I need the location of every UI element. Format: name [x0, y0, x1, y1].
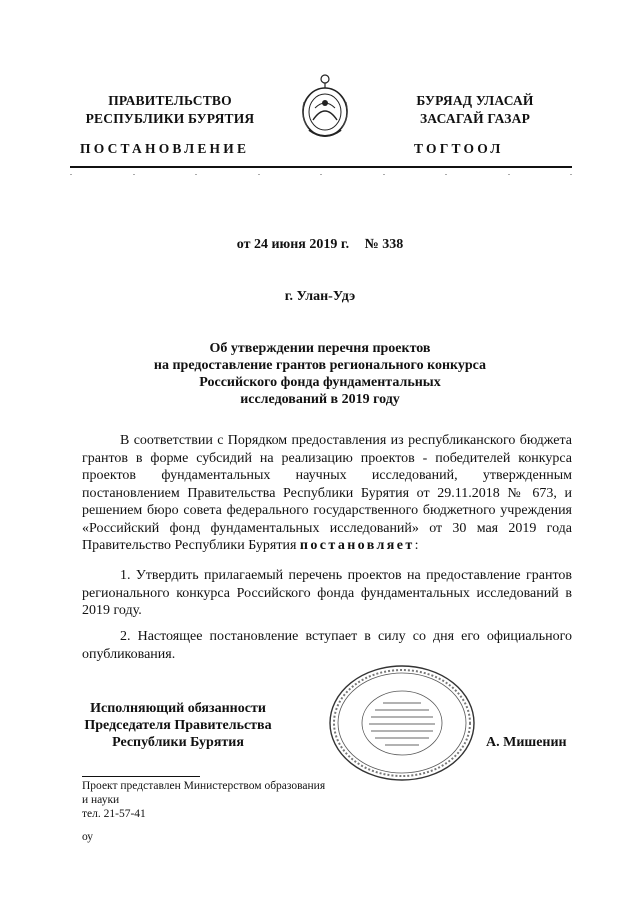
- footer-note: [82, 779, 372, 821]
- footer-line: Проект представлен Министерством образования: [82, 780, 326, 792]
- header-divider: [70, 166, 572, 168]
- title-line: Российского фонда фундаментальных: [199, 375, 441, 390]
- preamble-paragraph: [82, 432, 572, 555]
- header-left-line: ПРАВИТЕЛЬСТВО: [108, 93, 232, 108]
- decree-date: от 24 июня 2019 г.: [236, 237, 350, 252]
- footer-mark: оу: [82, 831, 94, 843]
- footer-line: тел. 21-57-41: [82, 808, 146, 820]
- clause-2: 2. Настоящее постановление вступает в силу со дня его официального опубликования.: [82, 629, 572, 662]
- document-title: [120, 340, 520, 408]
- decree-type-left: ПОСТАНОВЛЕНИЕ: [80, 141, 250, 156]
- header-right: [375, 92, 575, 128]
- title-line: на предоставление грантов регионального конкурса: [153, 358, 487, 373]
- header-left: [70, 92, 270, 128]
- clause-1: 1. Утвердить прилагаемый перечень проектов на предоставление грантов регионального конкурса Российского фонда фундаментальных исследований в 2019 году.: [82, 568, 572, 618]
- decree-city: г. Улан-Удэ: [284, 289, 356, 304]
- decree-type-right: ТОГТООЛ: [414, 141, 504, 156]
- position-line: Республики Бурятия: [112, 735, 244, 750]
- header-dotted-line: [70, 174, 572, 180]
- signatory-name: А. Мишенин: [486, 735, 567, 750]
- preamble-colon: :: [414, 538, 419, 553]
- header-left-line: РЕСПУБЛИКИ БУРЯТИЯ: [85, 111, 255, 126]
- official-seal-icon: [327, 663, 477, 783]
- position-line: Исполняющий обязанности: [90, 701, 266, 716]
- preamble-text: В соответствии с Порядком предоставления из республиканского бюджета грантов в форме субсидий на реализацию проектов - победителей конкурса проектов фундаментальных научных исследований, утвержденным постановлением Правительства Республики Бурятия от 29.11.2018 № 673, и решением бюро совета федерального государственного бюджетного учреждения «Российский фонд фундаментальных исследований» от 30 мая 2019 года Правительство Республики Бурятия: [82, 433, 572, 553]
- title-line: Об утверждении перечня проектов: [209, 341, 431, 356]
- decree-date-line: [0, 237, 640, 253]
- signatory-position: [78, 700, 278, 751]
- title-line: исследований в 2019 году: [240, 392, 400, 407]
- preamble-resolution-word: постановляет: [299, 538, 415, 553]
- footer-divider: [82, 776, 200, 777]
- decree-number: № 338: [364, 237, 404, 252]
- position-line: Председателя Правительства: [84, 718, 272, 733]
- footer-line: и науки: [82, 794, 120, 806]
- header-right-line: ЗАСАГАЙ ГАЗАР: [419, 111, 531, 126]
- header-right-line: БУРЯАД УЛАСАЙ: [416, 93, 534, 108]
- coat-of-arms-icon: [296, 72, 354, 146]
